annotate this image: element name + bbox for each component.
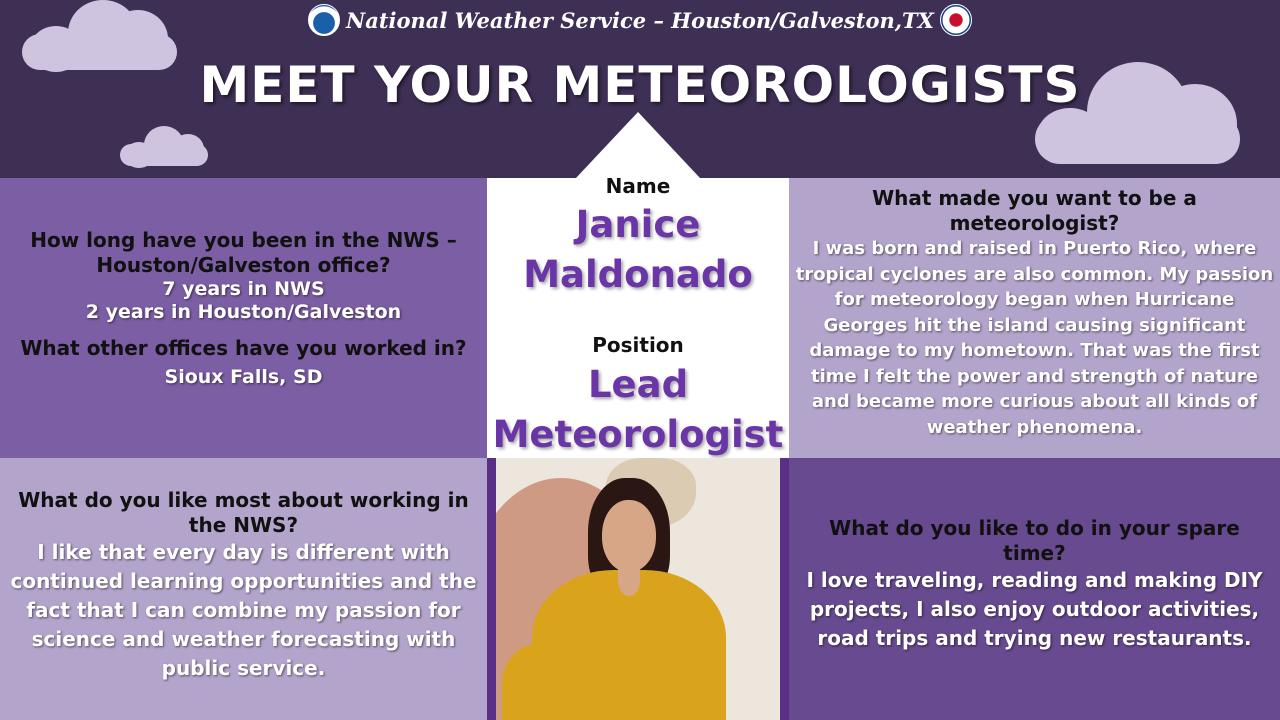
position-label: Position — [592, 333, 684, 357]
question-likes-line1: What do you like most about working in — [18, 488, 469, 512]
question-tenure-line2: Houston/Galveston office? — [96, 253, 391, 277]
panel-tenure — [0, 178, 487, 458]
answer-likes-line: continued learning opportunities and the — [10, 569, 477, 593]
roof-decoration — [576, 112, 700, 178]
office-heading — [0, 4, 1280, 39]
office-name: National Weather Service – Houston/Galveston,TX — [346, 8, 934, 33]
answer-motivation-line: weather phenomena. — [926, 416, 1143, 438]
answer-tenure-line1: 7 years in NWS — [162, 278, 325, 300]
profile-card — [487, 174, 789, 458]
question-likes-line2: the NWS? — [188, 513, 299, 537]
answer-spare-time-line: projects, I also enjoy outdoor activities, — [809, 597, 1260, 621]
answer-other-offices: Sioux Falls, SD — [164, 366, 323, 388]
answer-likes-line: fact that I can combine my passion for — [26, 598, 461, 622]
meteorologist-photo — [496, 458, 780, 720]
answer-motivation-line: damage to my hometown. That was the first — [809, 340, 1260, 361]
answer-motivation-line: I was born and raised in Puerto Rico, where — [812, 238, 1257, 259]
question-spare-time-line1: What do you like to do in your spare — [829, 516, 1240, 540]
position-line2: Meteorologist — [492, 413, 784, 456]
question-spare-time-line2: time? — [1003, 541, 1066, 565]
question-tenure-line1: How long have you been in the NWS – — [30, 228, 457, 252]
question-motivation-line2: meteorologist? — [949, 211, 1120, 235]
panel-spare-time — [789, 458, 1280, 720]
position-line1: Lead — [587, 363, 689, 406]
answer-likes-line: science and weather forecasting with — [31, 627, 456, 651]
answer-motivation-line: and became more curious about all kinds of — [811, 391, 1258, 412]
name-first: Janice — [575, 203, 701, 246]
panel-likes — [0, 458, 487, 720]
answer-likes-line: public service. — [161, 656, 326, 680]
question-motivation-line1: What made you want to be a — [872, 186, 1197, 210]
name-last: Maldonado — [523, 253, 753, 296]
answer-motivation-line: time I felt the power and strength of nature — [810, 365, 1258, 387]
answer-motivation-line: Georges hit the island causing significant — [823, 314, 1246, 336]
answer-tenure-line2: 2 years in Houston/Galveston — [85, 301, 402, 323]
page-title: MEET YOUR METEOROLOGISTS — [199, 56, 1081, 114]
answer-likes-line: I like that every day is different with — [37, 540, 450, 564]
answer-motivation-line: for meteorology began when Hurricane — [834, 289, 1235, 310]
panel-motivation — [789, 178, 1280, 458]
answer-motivation-line: tropical cyclones are also common. My passion — [795, 263, 1274, 285]
noaa-logo-icon — [308, 4, 340, 36]
nws-logo-icon — [940, 4, 972, 36]
cloud-icon — [120, 124, 208, 168]
question-other-offices: What other offices have you worked in? — [20, 336, 467, 360]
answer-spare-time-line: I love traveling, reading and making DIY — [806, 568, 1263, 592]
name-label: Name — [605, 174, 671, 198]
answer-spare-time-line: road trips and trying new restaurants. — [817, 626, 1252, 650]
